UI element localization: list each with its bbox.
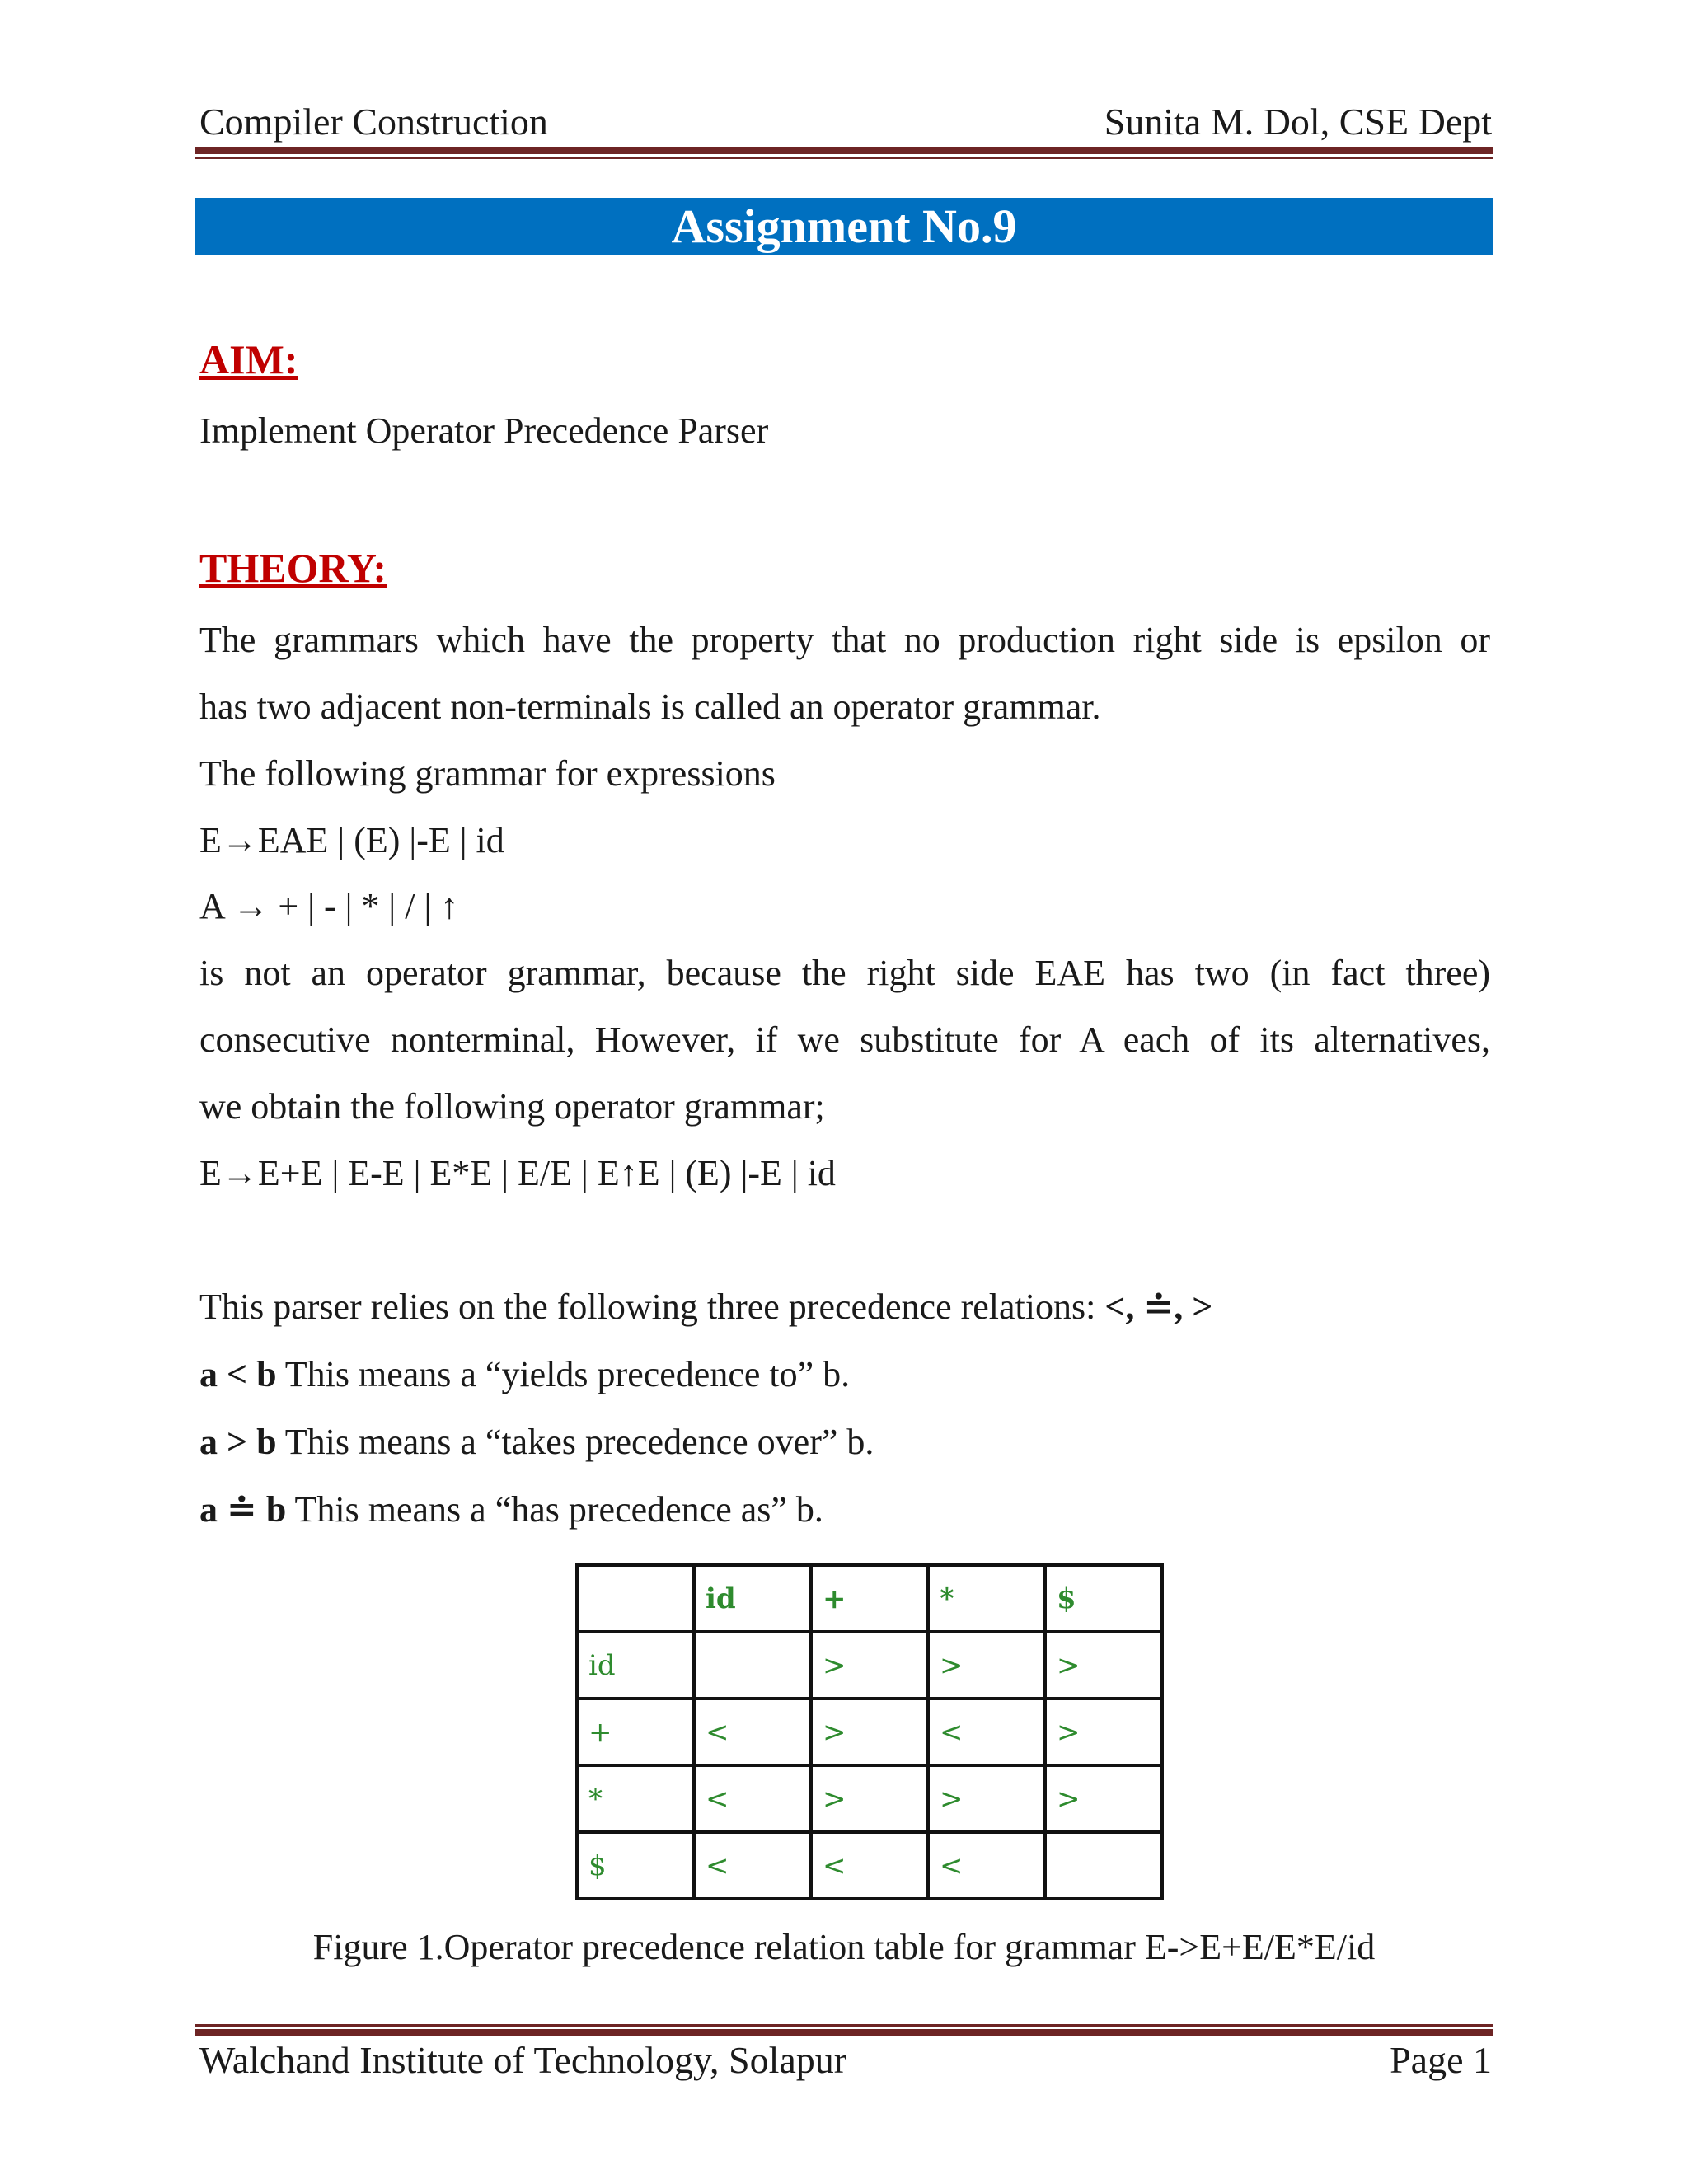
table-cell: > — [1045, 1632, 1162, 1699]
table-row-label: + — [577, 1699, 694, 1765]
table-row-label: id — [577, 1632, 694, 1699]
precedence-table — [575, 1563, 1164, 1900]
grammar-line-2: A → + | - | * | / | ↑ — [199, 886, 459, 926]
table-cell: > — [811, 1765, 928, 1832]
relation-equal-text: This means a “has precedence as” b. — [286, 1489, 823, 1530]
relation-equal-symbol: a ≐ b — [199, 1489, 287, 1530]
relation-takes-symbol: a > b — [199, 1422, 277, 1462]
table-row-label: $ — [577, 1832, 694, 1899]
table-row — [577, 1632, 1162, 1699]
table-cell: > — [1045, 1699, 1162, 1765]
theory-p3-line1: is not an operator grammar, because the right side EAE has two (in fact three) — [199, 953, 1490, 993]
relation-takes-text: This means a “takes precedence over” b. — [276, 1422, 874, 1462]
aim-heading: AIM: — [199, 336, 298, 382]
relation-yields — [199, 1351, 850, 1399]
theory-p3-line2: consecutive nonterminal, However, if we substitute for A each of its alternatives, — [199, 1019, 1490, 1060]
page-number: Page 1 — [1390, 2039, 1492, 2081]
table-cell: < — [928, 1699, 1045, 1765]
relation-yields-symbol: a < b — [199, 1354, 277, 1394]
aim-text: Implement Operator Precedence Parser — [199, 410, 769, 451]
table-cell: > — [928, 1765, 1045, 1832]
table-cell: < — [811, 1832, 928, 1899]
relations-symbols: <, ≐, > — [1104, 1286, 1213, 1327]
table-cell — [577, 1565, 694, 1632]
table-cell: < — [928, 1832, 1045, 1899]
table-cell: > — [811, 1632, 928, 1699]
footer-rule-thick — [195, 2029, 1493, 2036]
theory-p1-line1: The grammars which have the property that no production right side is epsilon or — [199, 620, 1490, 660]
table-cell: > — [928, 1632, 1045, 1699]
theory-heading: THEORY: — [199, 545, 387, 591]
theory-p2: The following grammar for expressions — [199, 753, 776, 794]
table-header-cell: $ — [1045, 1565, 1162, 1632]
table-row — [577, 1832, 1162, 1899]
header-right: Sunita M. Dol, CSE Dept — [1104, 101, 1492, 143]
table-cell: < — [694, 1832, 811, 1899]
header-rule-thick — [195, 147, 1493, 154]
table-cell: > — [1045, 1765, 1162, 1832]
table-cell — [694, 1632, 811, 1699]
table-cell: < — [694, 1765, 811, 1832]
footer-rule-thin — [195, 2024, 1493, 2027]
theory-p1-line2: has two adjacent non-terminals is called an operator grammar. — [199, 687, 1101, 727]
table-cell: < — [694, 1699, 811, 1765]
grammar-line-1: E→EAE | (E) |-E | id — [199, 820, 504, 860]
grammar-line-3: E→E+E | E-E | E*E | E/E | E↑E | (E) |-E | id — [199, 1153, 836, 1193]
relations-intro — [199, 1283, 1212, 1331]
table-header-cell: id — [694, 1565, 811, 1632]
table-row — [577, 1699, 1162, 1765]
relations-intro-text: This parser relies on the following three precedence relations: — [199, 1286, 1105, 1327]
relation-yields-text: This means a “yields precedence to” b. — [276, 1354, 851, 1394]
table-header-row — [577, 1565, 1162, 1632]
theory-p3-line3: we obtain the following operator grammar; — [199, 1086, 825, 1127]
footer-left: Walchand Institute of Technology, Solapur — [199, 2039, 847, 2081]
figure-caption: Figure 1.Operator precedence relation table for grammar E->E+E/E*E/id — [312, 1927, 1376, 1967]
header-rule-thin — [195, 157, 1493, 159]
table-row — [577, 1765, 1162, 1832]
table-header-cell: * — [928, 1565, 1045, 1632]
table-cell — [1045, 1832, 1162, 1899]
table-row-label: * — [577, 1765, 694, 1832]
relation-equal — [199, 1486, 823, 1534]
header-left: Compiler Construction — [199, 101, 548, 143]
assignment-title: Assignment No.9 — [195, 198, 1493, 255]
table-header-cell: + — [811, 1565, 928, 1632]
relation-takes — [199, 1418, 874, 1466]
table-cell: > — [811, 1699, 928, 1765]
